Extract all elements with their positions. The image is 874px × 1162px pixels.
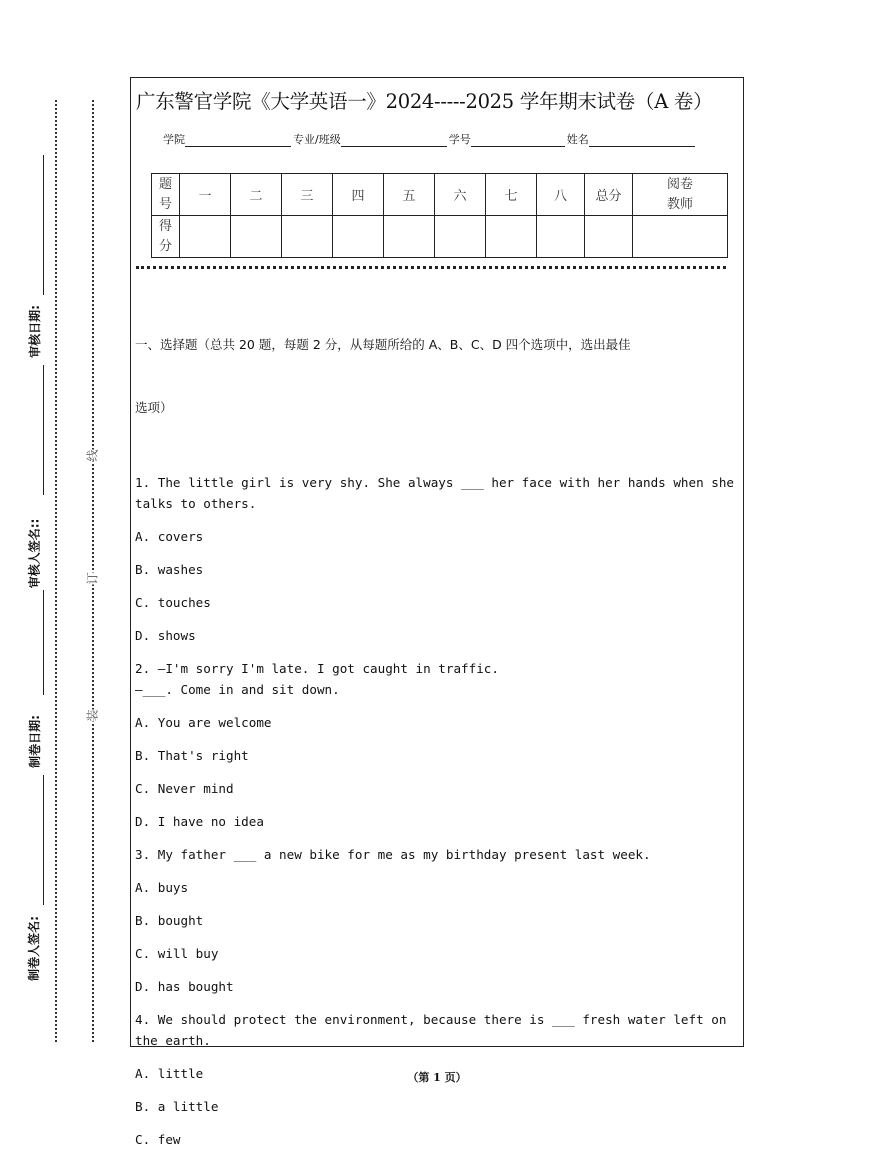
answer-option: B. washes (135, 562, 204, 577)
binding-dotted-line-outer (55, 100, 57, 1042)
col-header: 一 (180, 174, 231, 216)
question-line: 3. My father ___ a new bike for me as my birthday present last week. (135, 847, 651, 862)
paper-maker-sign-label: 制卷人签名: (26, 916, 41, 981)
mark-bind: 订 (85, 572, 100, 585)
college-field[interactable] (185, 132, 291, 147)
score-table-score-row (152, 216, 728, 258)
page-number: （第 1 页） (407, 1071, 467, 1084)
answer-option: B. bought (135, 913, 204, 928)
answer-option: C. touches (135, 595, 211, 610)
score-cell[interactable] (333, 216, 384, 258)
answer-option: A. buys (135, 880, 189, 895)
review-date-label: 审核日期: (27, 305, 42, 358)
row-label: 得分 (152, 216, 180, 258)
answer-option: B. a little (135, 1099, 219, 1114)
section-heading (135, 292, 743, 460)
paper-date-label: 制卷日期: (27, 715, 42, 768)
question-line: —___. Come in and sit down. (135, 682, 340, 697)
exam-title: 广东警官学院《大学英语一》2024-----2025 学年期末试卷（A 卷） (136, 90, 713, 113)
score-cell[interactable] (435, 216, 486, 258)
name-label: 姓名 (566, 133, 589, 146)
answer-option: D. shows (135, 628, 196, 643)
mark-line: 线 (85, 449, 100, 462)
mark-install: 装 (85, 709, 100, 722)
paper-maker-blank (43, 775, 44, 905)
answer-option: A. You are welcome (135, 715, 272, 730)
paper-date-blank (43, 590, 44, 695)
score-table (151, 173, 728, 258)
score-cell[interactable] (282, 216, 333, 258)
student-id-label: 学号 (448, 133, 471, 146)
score-cell[interactable] (231, 216, 282, 258)
section-line: 选项） (135, 400, 173, 415)
answer-option: A. little (135, 1066, 204, 1081)
student-id-field[interactable] (471, 132, 565, 147)
question-line: talks to others. (135, 496, 257, 511)
answer-option: C. will buy (135, 946, 219, 961)
question-stem (135, 1009, 743, 1051)
col-header: 二 (231, 174, 282, 216)
answer-option: A. covers (135, 529, 204, 544)
col-header: 总分 (585, 174, 633, 216)
review-date-blank (43, 155, 44, 295)
score-cell[interactable] (537, 216, 585, 258)
score-cell[interactable] (486, 216, 537, 258)
name-field[interactable] (589, 132, 695, 147)
col-header: 七 (486, 174, 537, 216)
answer-option: D. I have no idea (135, 814, 264, 829)
question-stem (135, 472, 743, 514)
score-table-header-row (152, 174, 728, 216)
question-stem (135, 658, 743, 700)
col-header: 阅卷教师 (633, 174, 728, 216)
question-line: the earth. (135, 1033, 211, 1048)
score-cell[interactable] (180, 216, 231, 258)
reviewer-sign-blank (43, 365, 44, 495)
college-label: 学院 (163, 133, 185, 146)
col-header: 八 (537, 174, 585, 216)
question-line: 4. We should protect the environment, because there is ___ fresh water left on (135, 1012, 727, 1027)
col-header: 五 (384, 174, 435, 216)
row-label: 题号 (152, 174, 180, 216)
separator-dotted-line (136, 266, 726, 269)
major-field[interactable] (341, 132, 447, 147)
score-cell[interactable] (384, 216, 435, 258)
question-stem (135, 844, 743, 865)
section-line: 一、选择题（总共 20 题，每题 2 分，从每题所给的 A、B、C、D 四个选项中，选出最佳 (135, 337, 631, 352)
score-cell[interactable] (633, 216, 728, 258)
col-header: 四 (333, 174, 384, 216)
score-cell[interactable] (585, 216, 633, 258)
reviewer-sign-label: 审核人签名:: (27, 518, 42, 589)
answer-option: B. That's right (135, 748, 249, 763)
binding-dotted-line-inner (92, 100, 94, 1042)
question-line: 1. The little girl is very shy. She always ___ her face with her hands when she (135, 475, 734, 490)
answer-option: C. Never mind (135, 781, 234, 796)
answer-option: D. has bought (135, 979, 234, 994)
question-line: 2. —I'm sorry I'm late. I got caught in traffic. (135, 661, 499, 676)
col-header: 三 (282, 174, 333, 216)
student-info-fields (163, 131, 697, 147)
major-label: 专业/班级 (293, 133, 341, 146)
answer-option: C. few (135, 1132, 181, 1147)
questions-area (135, 292, 743, 1162)
col-header: 六 (435, 174, 486, 216)
